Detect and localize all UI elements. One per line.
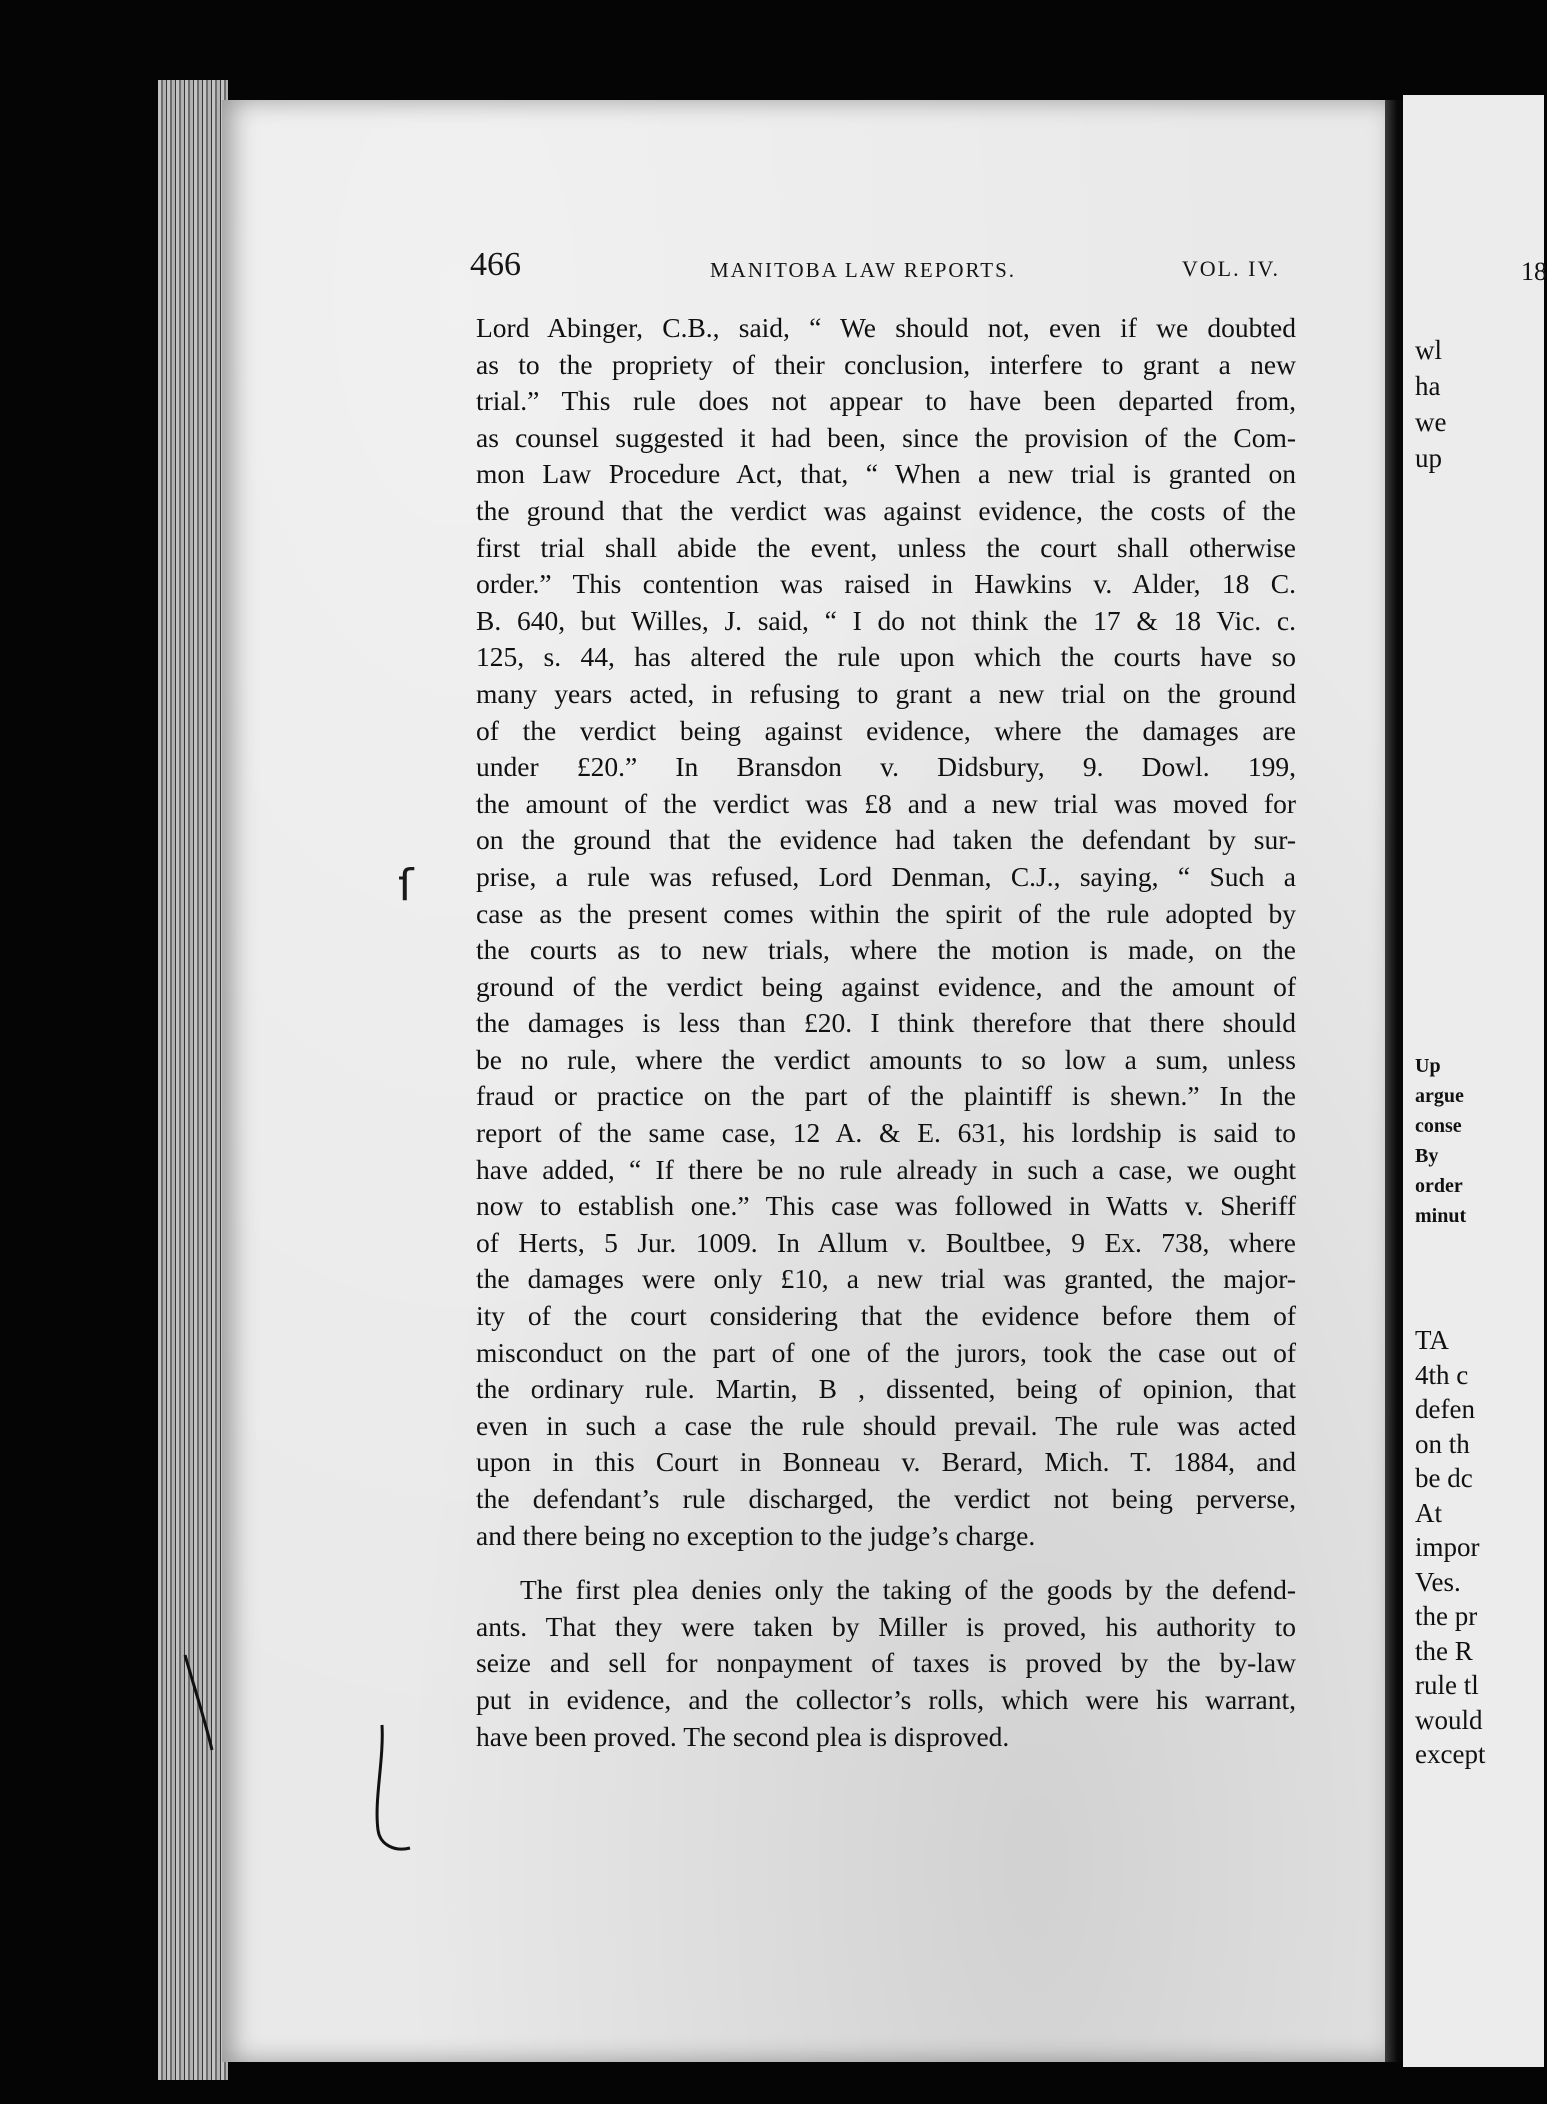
- right-page-line: 4th c: [1415, 1359, 1469, 1390]
- page-stack-edges: [158, 80, 228, 2080]
- text-line: mon Law Procedure Act, that, “ When a new trial is granted on: [476, 458, 1296, 490]
- text-line: report of the same case, 12 A. & E. 631, his lordship is said to: [476, 1117, 1296, 1149]
- text-line: now to establish one.” This case was followed in Watts v. Sheriff: [476, 1190, 1296, 1222]
- text-line: be no rule, where the verdict amounts to so low a sum, unless: [476, 1043, 1296, 1075]
- text-line: case as the present comes within the spirit of the rule adopted by: [476, 897, 1296, 929]
- text-line: the courts as to new trials, where the motion is made, on the: [476, 934, 1296, 966]
- text-line: 125, s. 44, has altered the rule upon which the courts have so: [476, 641, 1296, 673]
- margin-bracket-mark: [370, 1720, 430, 1860]
- margin-pencil-mark: ſ: [398, 860, 414, 911]
- book-gutter: [1385, 100, 1403, 2062]
- right-page-line: conse: [1415, 1115, 1462, 1137]
- text-line: the damages is less than £20. I think therefore that there should: [476, 1007, 1296, 1039]
- paragraph-1: [476, 310, 1296, 1554]
- text-line: ants. That they were taken by Miller is proved, his authority to: [476, 1610, 1296, 1642]
- text-line: seize and sell for nonpayment of taxes is proved by the by-law: [476, 1647, 1296, 1679]
- text-line: of the verdict being against evidence, where the damages are: [476, 714, 1296, 746]
- text-line: B. 640, but Willes, J. said, “ I do not think the 17 & 18 Vic. c.: [476, 604, 1296, 636]
- text-line: under £20.” In Bransdon v. Didsbury, 9. Dowl. 199,: [476, 751, 1296, 783]
- text-line: the amount of the verdict was £8 and a new trial was moved for: [476, 787, 1296, 819]
- right-page-line: rule tl: [1415, 1670, 1479, 1700]
- right-page-line: up: [1415, 443, 1442, 473]
- right-page-line: TA: [1415, 1325, 1449, 1355]
- right-page-header: 18: [1521, 257, 1547, 286]
- right-page-line: argue: [1415, 1085, 1464, 1107]
- paragraph-2: [476, 1572, 1296, 1755]
- text-line: trial.” This rule does not appear to have been departed from,: [476, 385, 1296, 417]
- text-line: many years acted, in refusing to grant a new trial on the ground: [476, 677, 1296, 709]
- text-line: the ground that the verdict was against evidence, the costs of the: [476, 494, 1296, 526]
- right-page-line: wl: [1415, 335, 1442, 365]
- text-line: the damages were only £10, a new trial was granted, the major-: [476, 1263, 1296, 1295]
- text-line: fraud or practice on the part of the plaintiff is shewn.” In the: [476, 1080, 1296, 1112]
- text-line: of Herts, 5 Jur. 1009. In Allum v. Boultbee, 9 Ex. 738, where: [476, 1226, 1296, 1258]
- text-line: prise, a rule was refused, Lord Denman, C.J., saying, “ Such a: [476, 860, 1296, 892]
- right-page-line: would: [1415, 1704, 1483, 1735]
- right-page-line: defen: [1415, 1394, 1475, 1424]
- page-number: 466: [470, 246, 521, 283]
- text-line: as to the propriety of their conclusion, interfere to grant a new: [476, 348, 1296, 380]
- right-page-line: By: [1415, 1145, 1439, 1167]
- text-line: ground of the verdict being against evidence, and the amount of: [476, 970, 1296, 1002]
- text-line: misconduct on the part of one of the jurors, took the case out of: [476, 1336, 1296, 1368]
- text-line: order.” This contention was raised in Hawkins v. Alder, 18 C.: [476, 568, 1296, 600]
- text-line: as counsel suggested it had been, since the provision of the Com-: [476, 421, 1296, 453]
- text-line: and there being no exception to the judge’s charge.: [476, 1519, 1036, 1551]
- right-page-line: Up: [1415, 1055, 1441, 1077]
- text-line: upon in this Court in Bonneau v. Berard, Mich. T. 1884, and: [476, 1446, 1296, 1478]
- right-page-line: the pr: [1415, 1601, 1478, 1631]
- right-page-line: impor: [1415, 1532, 1480, 1562]
- text-line: Lord Abinger, C.B., said, “ We should not, even if we doubted: [476, 312, 1296, 343]
- right-page-line: the R: [1415, 1635, 1473, 1666]
- text-line: the defendant’s rule discharged, the verdict not being perverse,: [476, 1483, 1296, 1514]
- right-page-line: minut: [1415, 1205, 1467, 1227]
- text-line: have been proved. The second plea is disproved.: [476, 1720, 1010, 1752]
- right-page-line: except: [1415, 1739, 1486, 1769]
- text-line: put in evidence, and the collector’s rolls, which were his warrant,: [476, 1683, 1296, 1715]
- text-line: first trial shall abide the event, unless the court shall otherwise: [476, 531, 1296, 563]
- volume-label: VOL. IV.: [1181, 256, 1280, 281]
- text-line: the ordinary rule. Martin, B , dissented, being of opinion, that: [476, 1373, 1296, 1405]
- running-title: MANITOBA LAW REPORTS.: [710, 258, 1017, 282]
- body-text: [476, 310, 1296, 1755]
- right-page-line: be dc: [1415, 1463, 1473, 1493]
- margin-stroke-mark: [180, 1650, 220, 1760]
- right-page-line: order: [1415, 1175, 1463, 1197]
- right-page-line: we: [1415, 407, 1447, 437]
- running-header: [470, 246, 1290, 292]
- right-page-line: Ves.: [1415, 1566, 1461, 1597]
- right-page-line: on th: [1415, 1428, 1470, 1459]
- text-line: ity of the court considering that the evidence before them of: [476, 1300, 1296, 1332]
- text-line: have added, “ If there be no rule already in such a case, we ought: [476, 1153, 1296, 1185]
- right-page-line: At: [1415, 1497, 1442, 1528]
- text-line: on the ground that the evidence had taken the defendant by sur-: [476, 824, 1296, 856]
- text-line: The first plea denies only the taking of the goods by the defend-: [520, 1574, 1296, 1606]
- text-line: even in such a case the rule should prevail. The rule was acted: [476, 1409, 1296, 1441]
- right-page-line: ha: [1415, 371, 1441, 401]
- right-page-fragment: [1403, 95, 1547, 2067]
